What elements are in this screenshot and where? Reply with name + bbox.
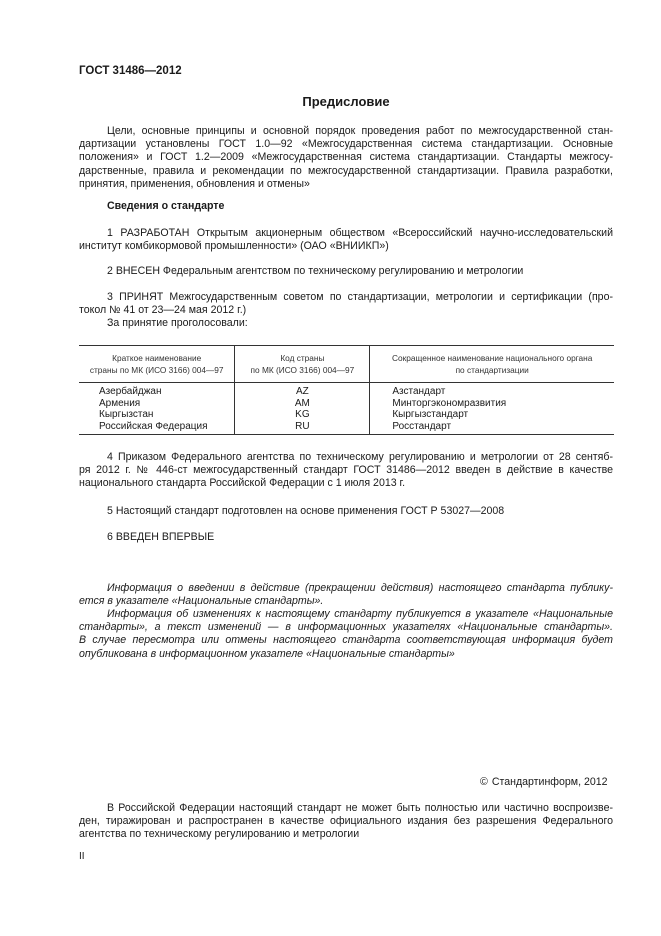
- header-national-body: [370, 346, 614, 383]
- header-country-code-line-2: по МК (ИСО 3166) 004—97: [250, 365, 355, 375]
- table-cell: AZ: [295, 386, 309, 397]
- page-title: Предисловие: [302, 94, 390, 109]
- copyright-icon: ©: [480, 776, 488, 788]
- header-country-code-line-1: Код страны: [280, 353, 325, 363]
- table-cell: KG: [295, 409, 310, 420]
- item-4-line-1: 4 Приказом Федерального агентства по техническому регулированию и метрологии от 28 сентяб-: [107, 451, 613, 463]
- national-bodies-column: [370, 383, 614, 435]
- intro-line-4: дарственные, правила и рекомендации по межгосударственной стандартизации. Правила разработки,: [79, 164, 613, 177]
- table-cell: Российская Федерация: [99, 420, 208, 432]
- table-cell: Минторгэкономразвития: [392, 397, 507, 409]
- item-1: [79, 227, 613, 253]
- item-2: 2 ВНЕСЕН Федеральным агентством по техническому регулированию и метрологии: [107, 265, 524, 277]
- notice-line-1: В Российской Федерации настоящий стандарт не может быть полностью или частично воспроизве-: [107, 802, 613, 814]
- page-number: II: [79, 851, 85, 862]
- item-6: 6 ВВЕДЕН ВПЕРВЫЕ: [107, 531, 215, 543]
- item-3: [79, 291, 613, 331]
- item-4-line-3: национального стандарта Российской Федерации с 1 июля 2013 г.: [79, 477, 406, 490]
- info-2-line-3: В случае пересмотра или отмены настоящего стандарта соответствующая информация будет: [79, 634, 613, 647]
- table-cell: RU: [295, 420, 310, 432]
- table-cell: Армения: [99, 397, 141, 409]
- notice-line-3: агентства по техническому регулированию и метрологии: [79, 828, 360, 841]
- table-cell: Кыргызстан: [99, 409, 154, 420]
- item-3-line-1: 3 ПРИНЯТ Межгосударственным советом по стандартизации, метрологии и сертификации (про-: [107, 291, 613, 303]
- info-2-line-1: Информация об изменениях к настоящему стандарту публикуется в указателе «Национальные: [107, 608, 613, 620]
- info-1-line-2: ется в указателе «Национальные стандарты».: [79, 595, 324, 608]
- table-cell: Кыргызстандарт: [392, 409, 469, 420]
- intro-paragraph: [79, 125, 613, 191]
- table-cell: Азербайджан: [99, 386, 162, 397]
- section-subtitle: Сведения о стандарте: [107, 200, 225, 212]
- standard-designation: ГОСТ 31486—2012: [79, 65, 182, 77]
- intro-line-5: принятия, применения, обновления и отмены»: [79, 177, 310, 190]
- country-codes-column: [235, 383, 370, 435]
- intro-line-1: Цели, основные принципы и основной порядок проведения работ по межгосударственной стан-: [107, 125, 613, 137]
- table-cell: AM: [294, 397, 310, 409]
- info-paragraph-2: [79, 608, 613, 661]
- voting-table: [79, 345, 614, 435]
- table-cell: Росстандарт: [392, 420, 452, 432]
- info-paragraph-1: [79, 582, 613, 608]
- header-national-body-line-1: Сокращенное наименование национального органа: [392, 353, 593, 363]
- item-5: 5 Настоящий стандарт подготовлен на основе применения ГОСТ Р 53027—2008: [107, 505, 505, 517]
- country-names-column: [79, 383, 235, 435]
- table-header-row: [79, 346, 614, 383]
- notice-line-2: ден, тиражирован и распространен в качестве официального издания без разрешения Федерального: [79, 815, 613, 828]
- item-1-line-1: 1 РАЗРАБОТАН Открытым акционерным обществом «Всероссийский научно-исследовательский: [107, 227, 613, 239]
- intro-line-3: положения» и ГОСТ 1.2—2009 «Межгосударственная система стандартизации. Стандарты межгосу-: [79, 151, 613, 164]
- copyright-text: Стандартинформ, 2012: [491, 776, 608, 788]
- header-country-name-line-1: Краткое наименование: [112, 353, 202, 363]
- header-country-code: [235, 346, 370, 383]
- header-country-name: [79, 346, 235, 383]
- table-body-row: [79, 383, 614, 435]
- copyright: [480, 776, 612, 788]
- reproduction-notice: [79, 802, 613, 842]
- item-4-line-2: ря 2012 г. № 446-ст межгосударственный стандарт ГОСТ 31486—2012 введен в действие в качестве: [79, 464, 613, 477]
- info-2-line-4: опубликована в информационном указателе «Национальные стандарты»: [79, 647, 455, 660]
- info-2-line-2: стандарты», а текст изменений — в информационных указателях «Национальные стандарты».: [79, 621, 613, 634]
- info-1-line-1: Информация о введении в действие (прекращении действия) настоящего стандарта публику-: [107, 582, 613, 594]
- item-4: [79, 451, 613, 491]
- voted-label: За принятие проголосовали:: [107, 317, 248, 330]
- intro-line-2: дартизации установлены ГОСТ 1.0—92 «Межгосударственная система стандартизации. Основные: [79, 138, 613, 151]
- item-3-line-2: токол № 41 от 23—24 мая 2012 г.): [79, 304, 247, 317]
- header-country-name-line-2: страны по МК (ИСО 3166) 004—97: [89, 365, 224, 375]
- header-national-body-line-2: по стандартизации: [455, 365, 529, 375]
- item-1-line-2: институт комбикормовой промышленности» (ОАО «ВНИИКП»): [79, 240, 389, 253]
- table-cell: Азстандарт: [392, 386, 446, 397]
